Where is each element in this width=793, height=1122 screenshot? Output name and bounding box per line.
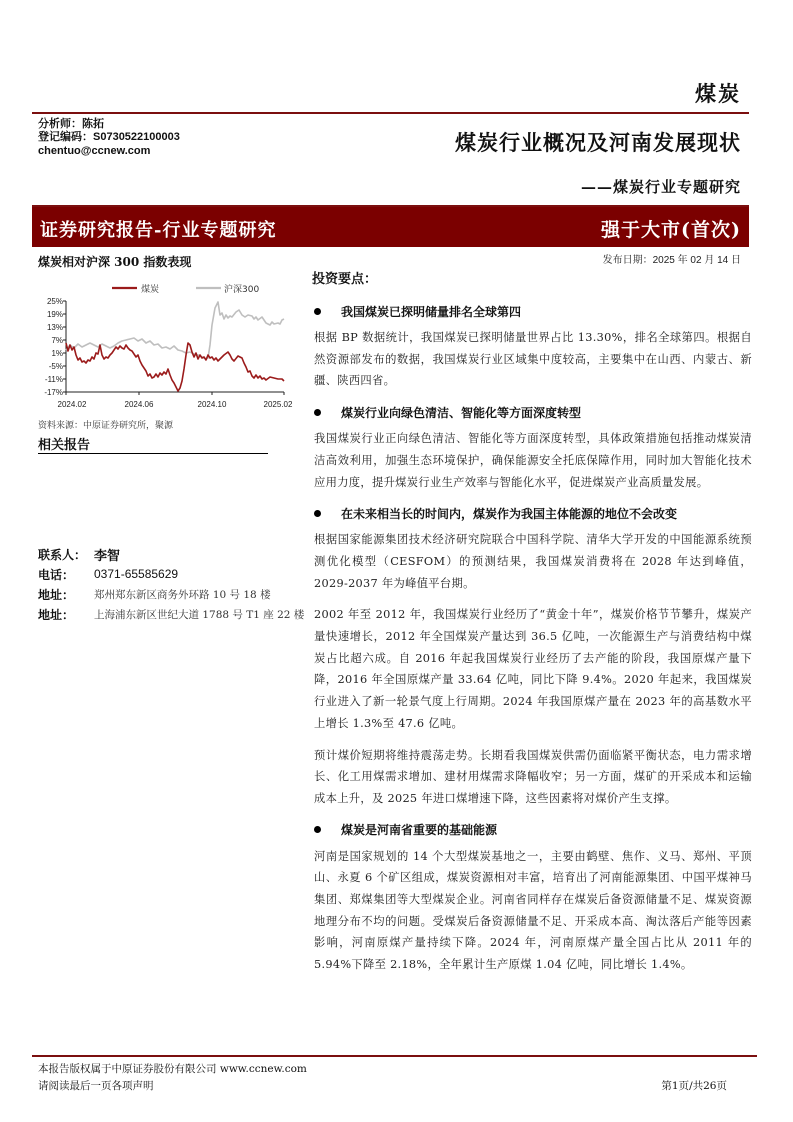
bullet-dot-icon	[314, 409, 321, 416]
svg-text:13%: 13%	[46, 323, 63, 332]
reg-code-label: 登记编码：	[38, 130, 93, 143]
section-paragraph: 根据 BP 数据统计，我国煤炭已探明储量世界占比 13.30%，排名全球第四。根据自然资源部发布的数据，我国煤炭行业区域集中度较高，主要集中在山西、内蒙古、新疆、陕西四省。	[314, 331, 752, 388]
report-banner	[32, 207, 749, 247]
section-paragraph: 2002 年至 2012 年，我国煤炭行业经历了“黄金十年”，煤炭价格节节攀升，煤炭产量快速增长，2012 年全国煤炭产量达到 36.5 亿吨，一次能源生产与消费结构中煤炭占比超六成。自 2016 年起我国煤炭行业经历了去产能的阶段，我国原煤产量下降，2016 年全国原煤产量 33.64 亿吨，同比下降 9.4%。2020 年起来，我国煤炭行业进入了新一轮景气度上行周期。2024 年我国原煤产量在 2023 年的高基数水平上增长 1.3%至 47.6 亿吨。	[314, 608, 752, 730]
section-paragraph: 预计煤价短期将维持震荡走势。长期看我国煤炭供需仍面临紧平衡状态，电力需求增长、化工用煤需求增加、建材用煤需求降幅收窄；另一方面，煤矿的开采成本和运输成本上升，及 2025 年进口煤增速下降，这些因素将对煤价产生支撑。	[314, 748, 752, 805]
footer-copyright: 本报告版权属于中原证券股份有限公司 www.ccnew.com	[38, 1063, 307, 1075]
svg-text:-11%: -11%	[44, 375, 63, 384]
series-coal-line	[66, 343, 284, 391]
bullet-dot-icon	[314, 308, 321, 315]
contact-person-value: 李智	[94, 548, 121, 564]
chart-source: 资料来源：中原证券研究所，聚源	[38, 421, 174, 431]
svg-text:1%: 1%	[51, 349, 63, 358]
contact-info	[38, 544, 304, 624]
chart-legend	[112, 283, 259, 295]
section-bullet	[312, 503, 752, 523]
investment-highlights	[312, 268, 752, 986]
svg-text:2024.10: 2024.10	[197, 400, 227, 409]
svg-text:7%: 7%	[51, 336, 63, 345]
footer-left	[38, 1061, 307, 1095]
analyst-info	[38, 117, 180, 158]
svg-text:-5%: -5%	[48, 362, 63, 371]
rating: 强于大市(首次)	[601, 219, 741, 241]
related-reports-heading: 相关报告	[38, 438, 91, 453]
contact-address-zhengzhou	[38, 584, 304, 604]
svg-text:19%: 19%	[46, 310, 63, 319]
reg-code: S0730522100003	[93, 131, 180, 143]
contact-address-label: 地址：	[38, 587, 75, 602]
section-paragraph: 我国煤炭行业正向绿色清洁、智能化等方面深度转型，具体政策措施包括推动煤炭清洁高效利用，加强生态环境保护，确保能源安全托底保障作用，同时加大智能化技术应用力度，提升煤炭行业生产效率与智能化水平，促进煤炭产业高质量发展。	[314, 432, 752, 489]
contact-address-label: 地址：	[38, 607, 75, 622]
contact-person	[38, 544, 304, 564]
footer-disclaimer: 请阅读最后一页各项声明	[38, 1080, 154, 1092]
section-bullet	[312, 820, 752, 840]
industry-label: 煤炭	[695, 81, 741, 106]
line-chart-svg	[34, 275, 300, 413]
publish-date	[603, 251, 741, 266]
svg-text:-17%: -17%	[44, 388, 63, 397]
section-title: 煤炭行业向绿色清洁、智能化等方面深度转型	[341, 405, 582, 420]
analyst-name: 陈拓	[82, 117, 104, 130]
contact-phone-value: 0371-65585629	[94, 567, 179, 581]
report-title: 煤炭行业概况及河南发展现状	[455, 130, 741, 155]
footer-divider	[32, 1055, 757, 1057]
section-paragraph: 根据国家能源集团技术经济研究院联合中国科学院、清华大学开发的中国能源系统预测优化模型（CESFOM）的预测结果，我国煤炭消费将在 2028 年达到峰值，2029-2037 年为峰值平台期。	[314, 533, 752, 590]
header-divider-top	[32, 112, 749, 114]
relative-performance-chart	[34, 275, 300, 413]
highlights-heading: 投资要点：	[312, 272, 378, 287]
publish-date-value: 2025 年 02 月 14 日	[652, 255, 741, 266]
section-bullet	[312, 301, 752, 321]
svg-text:2025.02: 2025.02	[263, 400, 293, 409]
report-subtitle: ——煤炭行业专题研究	[580, 178, 741, 196]
contact-person-label: 联系人：	[38, 547, 87, 562]
analyst-label: 分析师：	[38, 117, 82, 130]
related-reports-divider	[38, 453, 268, 454]
legend-coal: 煤炭	[141, 285, 160, 295]
analyst-email[interactable]: chentuo@ccnew.com	[38, 145, 151, 157]
page-number: 第1页/共26页	[661, 1080, 727, 1092]
report-type: 证券研究报告-行业专题研究	[40, 220, 277, 241]
contact-phone-label: 电话：	[38, 567, 75, 582]
x-axis	[58, 392, 293, 409]
svg-text:25%: 25%	[46, 297, 63, 306]
publish-date-label: 发布日期：	[602, 255, 653, 266]
section-bullet	[312, 402, 752, 422]
contact-phone	[38, 564, 304, 584]
contact-address-value: 郑州郑东新区商务外环路 10 号 18 楼	[94, 588, 271, 601]
section-paragraph: 河南是国家规划的 14 个大型煤炭基地之一，主要由鹤壁、焦作、义马、郑州、平顶山、永夏 6 个矿区组成，煤炭资源相对丰富，培育出了河南能源集团、中国平煤神马集团、郑煤集团等大型煤炭企业。河南省同样存在煤炭后备资源储量不足、煤炭资源地理分布不均的问题。受煤炭后备资源储量不足、开采成本高、淘汰落后产能等因素影响，河南原煤产量持续下降。2024 年，河南原煤产量全国占比从 2011 年的 5.94%下降至 2.18%，全年累计生产原煤 1.04 亿吨，同比增长 1.4%。	[314, 849, 752, 972]
section-title: 我国煤炭已探明储量排名全球第四	[341, 304, 522, 319]
contact-address-value: 上海浦东新区世纪大道 1788 号 T1 座 22 楼	[94, 608, 305, 621]
bullet-dot-icon	[314, 826, 321, 833]
contact-address-shanghai	[38, 604, 304, 624]
section-title: 在未来相当长的时间内，煤炭作为我国主体能源的地位不会改变	[341, 506, 678, 521]
chart-title: 煤炭相对沪深 300 指数表现	[38, 255, 192, 269]
bullet-dot-icon	[314, 510, 321, 517]
legend-hs300: 沪深300	[224, 285, 260, 295]
svg-text:2024.06: 2024.06	[124, 400, 154, 409]
section-title: 煤炭是河南省重要的基础能源	[341, 823, 498, 838]
svg-text:2024.02: 2024.02	[57, 400, 87, 409]
